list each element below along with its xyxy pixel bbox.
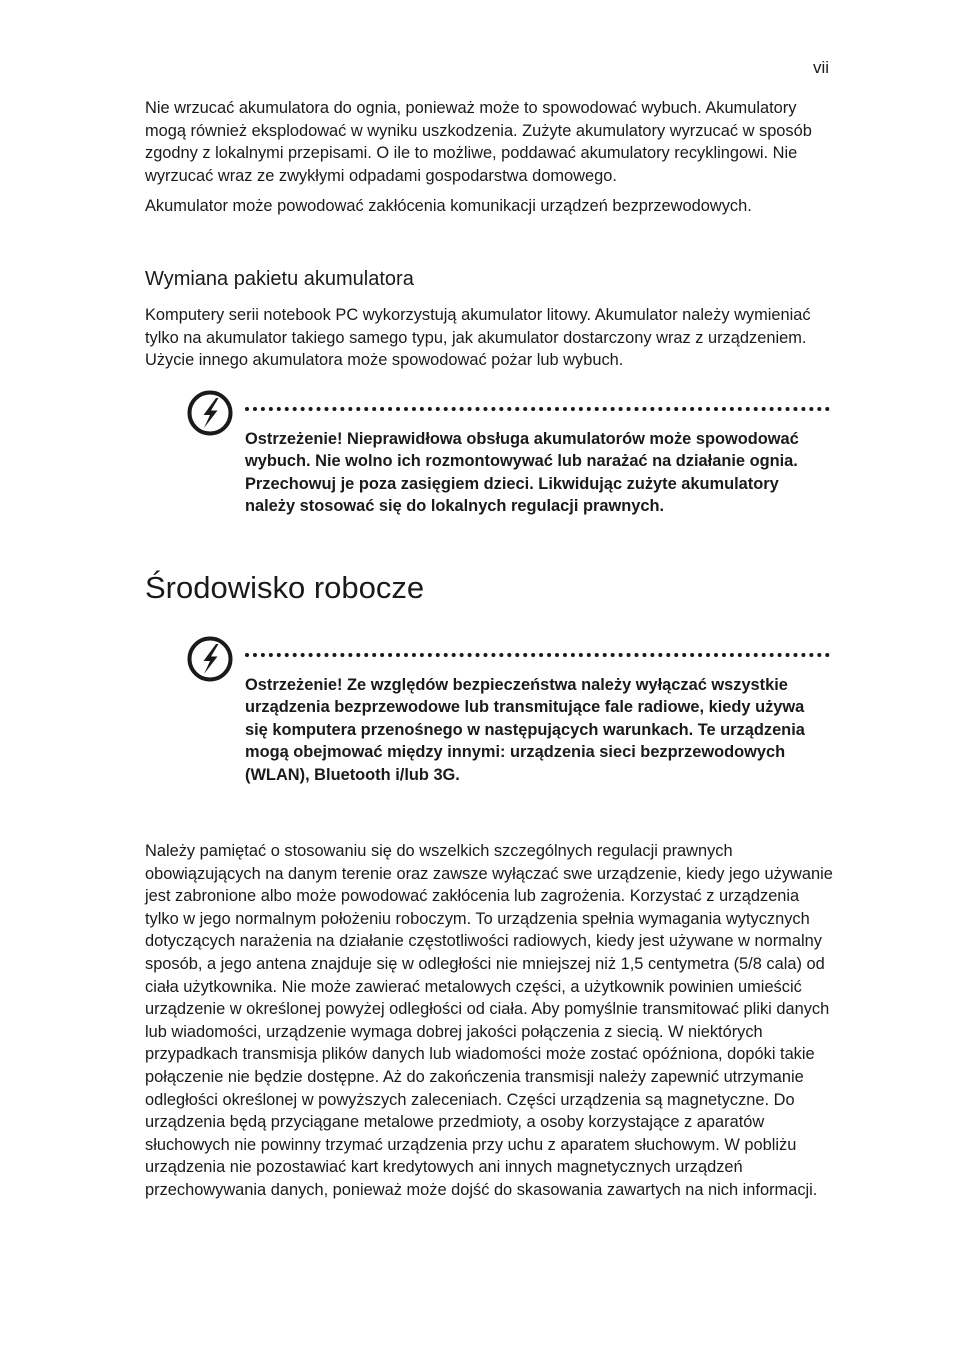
warning-divider [245,653,830,657]
intro-paragraph: Akumulator może powodować zakłócenia komunikacji urządzeń bezprzewodowych. [145,197,752,216]
battery-replacement-heading: Wymiana pakietu akumulatora [145,268,414,290]
intro-paragraph: Nie wrzucać akumulatora do ognia, ponieważ może to spowodować wybuch. Akumulatory mogą również eksplodować w wyniku uszkodzenia. Zużyte akumulatory wyrzucać w sposób zgodny z lokalnymi przepisami. O ile to możliwe, poddawać akumulatory recyklingowi. Nie wyrzucać wraz ze zwykłymi odpadami gospodarstwa domowego. [145,99,812,185]
operating-environment-paragraph: Należy pamiętać o stosowaniu się do wszelkich szczególnych regulacji prawnych obowiązujących na danym terenie oraz zawsze wyłączać swe urządzenie, kiedy jego używanie jest zabronione albo może powodować zakłócenia lub zagrożenia. Korzystać z urządzenia tylko w jego normalnym położeniu roboczym. To urządzenia spełnia wymagania wytycznych dotyczących narażenia na działanie częstotliwości radiowych, kiedy jest używane w normalny sposób, a jego antena znajduje się w odległości nie mniejszej niż 1,5 centymetra (5/8 cala) od ciała użytkownika. Nie może zawierać metalowych części, a użytkownik powinien umieścić urządzenie w określonej powyżej odległości od ciała. Aby pomyślnie transmitować pliki danych lub wiadomości, urządzenie wymaga dobrej jakości połączenia z siecią. W niektórych przypadkach transmisja plików danych lub wiadomości może zostać opóźniona, dopóki takie połączenie nie będzie dostępne. Aż do zakończenia transmisji należy zapewnić utrzymanie odległości określonej w powyższych zaleceniach. Części urządzenia są magnetyczne. Do urządzenia będą przyciągane metalowe przedmioty, a osoby korzystające z aparatów słuchowych nie powinny trzymać urządzenia przy uchu z aparatem słuchowym. W pobliżu urządzenia nie pozostawiać kart kredytowych ani innych magnetycznych urządzeń przechowywania danych, ponieważ może dojść do skasowania zawartych na nich informacji. [145,842,833,1199]
battery-disposal-notes [145,97,835,218]
lightning-warning-icon [185,634,235,684]
battery-replacement-paragraph: Komputery serii notebook PC wykorzystują akumulator litowy. Akumulator należy wymieniać tylko na akumulator takiego samego typu, jak akumulator dostarczony wraz z urządzeniem. Użycie innego akumulatora może spowodować pożar lub wybuch. [145,306,811,370]
operating-environment-text [145,840,835,1202]
warning-divider [245,407,830,411]
page-number: vii [812,58,829,77]
battery-warning-text: Ostrzeżenie! Nieprawidłowa obsługa akumulatorów może spowodować wybuch. Nie wolno ich rozmontowywać lub narażać na działanie ognia. Przechowuj je poza zasięgiem dzieci. Likwidując zużyte akumulatory należy stosować się do lokalnych regulacji prawnych. [245,430,799,516]
wireless-warning-text: Ostrzeżenie! Ze względów bezpieczeństwa należy wyłączać wszystkie urządzenia bezprzewodowe lub transmitujące fale radiowe, kiedy używa się komputera przenośnego w następujących warunkach. Te urządzenia mogą obejmować między innymi: urządzenia sieci bezprzewodowych (WLAN), Bluetooth i/lub 3G. [245,676,805,784]
battery-replacement-text [145,304,835,372]
section-title: Środowisko robocze [145,570,425,605]
lightning-warning-icon [185,388,235,438]
